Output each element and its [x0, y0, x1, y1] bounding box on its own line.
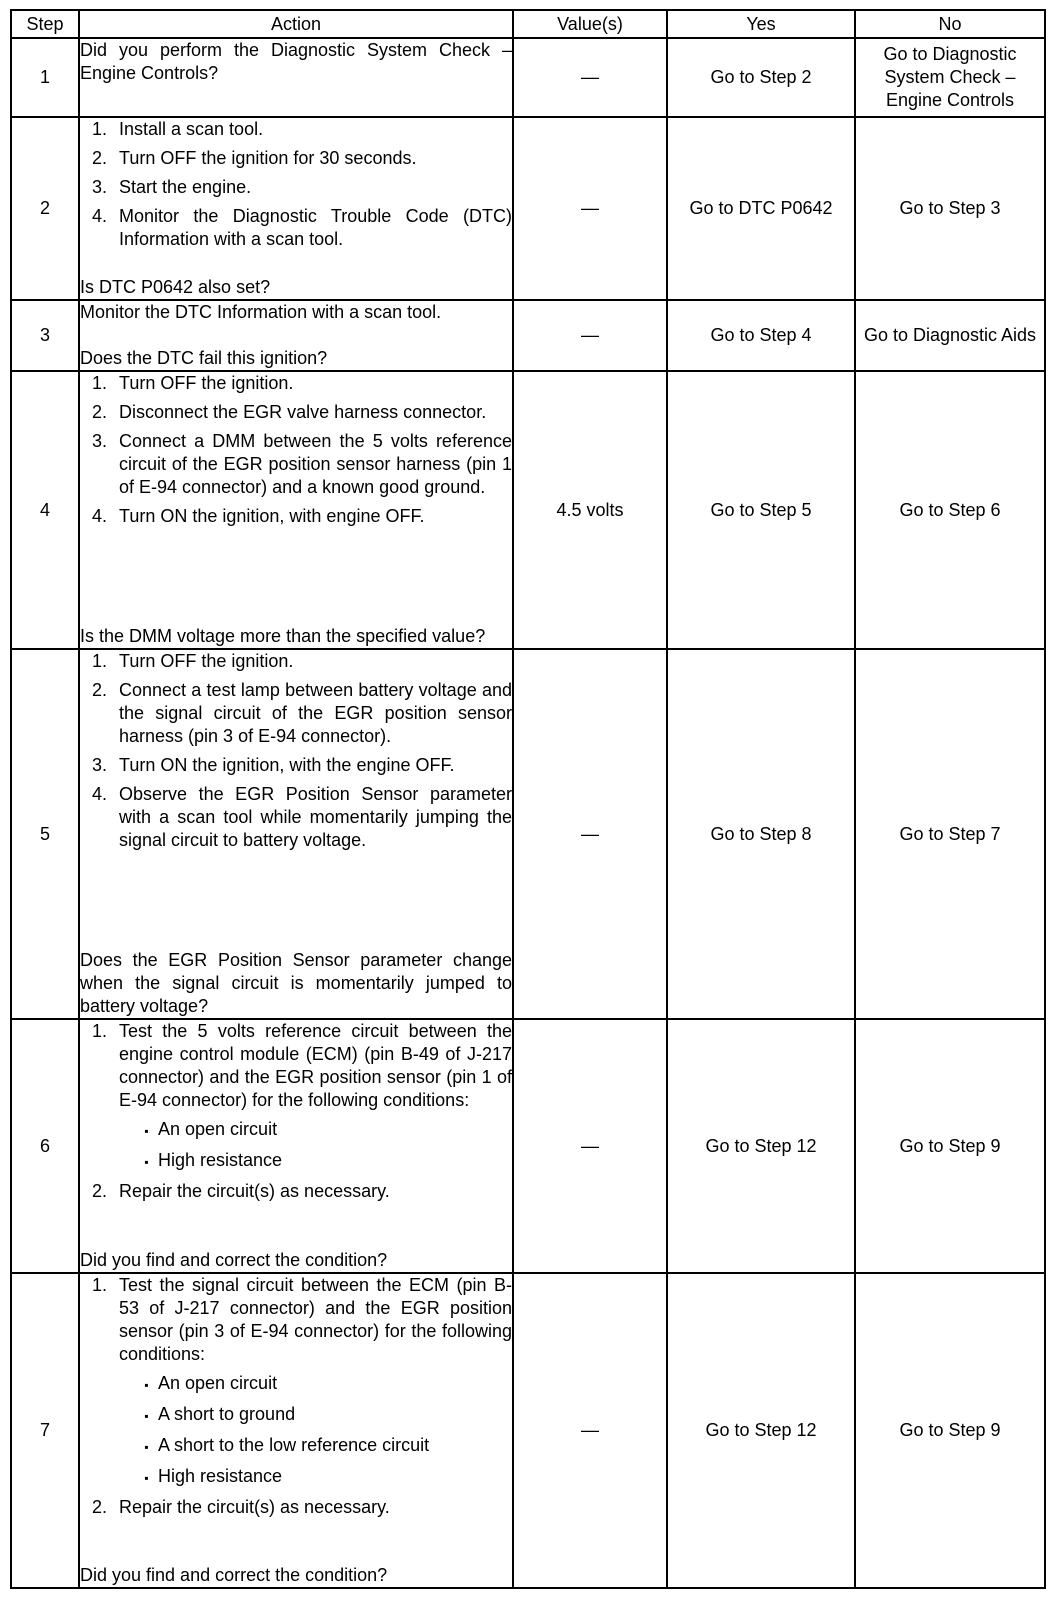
- action-step-text: Connect a DMM between the 5 volts reference circuit of the EGR position sensor harness (pin 1 of E-94 connector) and a known good ground.: [119, 431, 512, 497]
- action-step-text: Install a scan tool.: [119, 119, 264, 139]
- action-step-number: 1.: [91, 651, 107, 671]
- no-result: Go to Diagnostic Aids: [863, 325, 1037, 345]
- table-row: [11, 38, 1045, 117]
- step-number: 4: [11, 371, 79, 649]
- action-content: [80, 1020, 512, 1272]
- action-step-item: [80, 1274, 512, 1366]
- condition-bullet: [80, 1403, 512, 1428]
- value-cell: —: [513, 117, 667, 300]
- action-step-item: [80, 118, 512, 141]
- action-text: Did you perform the Diagnostic System Check – Engine Controls?: [80, 40, 512, 83]
- action-content: [80, 372, 512, 648]
- yes-cell: [667, 649, 855, 1019]
- action-step-number: 2.: [91, 402, 107, 422]
- action-step-text: Disconnect the EGR valve harness connector.: [119, 402, 487, 422]
- table-row: [11, 649, 1045, 1019]
- action-steps: [80, 650, 512, 858]
- no-result: Go to Step 6: [899, 499, 1001, 520]
- no-cell: [855, 649, 1045, 1019]
- no-cell: [855, 38, 1045, 117]
- action-step-number: 1.: [91, 1021, 107, 1041]
- no-cell: [855, 117, 1045, 300]
- action-question: Did you find and correct the condition?: [80, 1565, 388, 1585]
- action-step-item: [80, 1020, 512, 1112]
- action-step-text: Start the engine.: [119, 177, 252, 197]
- header-values: Value(s): [513, 10, 667, 38]
- yes-result: Go to Step 8: [710, 823, 812, 844]
- action-question: Did you find and correct the condition?: [80, 1250, 388, 1270]
- condition-bullet: [80, 1372, 512, 1397]
- step-number: 5: [11, 649, 79, 1019]
- table-row: [11, 371, 1045, 649]
- step-number: 2: [11, 117, 79, 300]
- action-step-number: 3.: [91, 177, 107, 197]
- bullet-icon: [135, 1118, 158, 1143]
- action-steps: [80, 39, 512, 91]
- action-step-number: 1.: [91, 1275, 107, 1295]
- action-cell: [79, 38, 513, 117]
- action-steps: [80, 372, 512, 534]
- header-step: Step: [11, 10, 79, 38]
- condition-bullet: [80, 1149, 512, 1174]
- action-step-item: [80, 205, 512, 251]
- action-step-item: [80, 505, 512, 528]
- no-cell: [855, 1273, 1045, 1588]
- action-step-item: [80, 783, 512, 852]
- table-row: [11, 300, 1045, 371]
- action-cell: [79, 649, 513, 1019]
- action-step-number: 2.: [91, 680, 107, 700]
- action-step-item: [80, 401, 512, 424]
- action-step-item: [80, 754, 512, 777]
- action-step-item: [80, 372, 512, 395]
- condition-text: A short to the low reference circuit: [158, 1435, 430, 1455]
- action-step-number: 1.: [91, 373, 107, 393]
- action-step-text: Repair the circuit(s) as necessary.: [119, 1497, 390, 1517]
- action-step-text: Test the 5 volts reference circuit between the engine control module (ECM) (pin B-49 of J-217 connector) and the EGR position sensor (pin 1 of E-94 connector) for the following conditions:: [119, 1021, 512, 1110]
- value-cell: —: [513, 649, 667, 1019]
- action-step-item: [80, 176, 512, 199]
- spacer: [80, 534, 512, 615]
- action-step-number: 4.: [91, 784, 107, 804]
- action-step-item: [80, 147, 512, 170]
- action-steps: [80, 1020, 512, 1209]
- condition-bullet: [80, 1465, 512, 1490]
- header-row: [11, 10, 1045, 38]
- action-step-text: Turn ON the ignition, with engine OFF.: [119, 506, 425, 526]
- condition-text: High resistance: [158, 1466, 283, 1486]
- bullet-icon: [135, 1149, 158, 1174]
- action-content: [80, 650, 512, 1018]
- action-step-text: Observe the EGR Position Sensor parameter with a scan tool while momentarily jumping the signal circuit to battery voltage.: [119, 784, 512, 850]
- action-step-item: [80, 679, 512, 748]
- spacer: [80, 1209, 512, 1239]
- action-content: [80, 1274, 512, 1587]
- action-step-item: [80, 650, 512, 673]
- yes-cell: [667, 1019, 855, 1273]
- action-text: Monitor the DTC Information with a scan tool.: [80, 302, 442, 322]
- action-question: Is the DMM voltage more than the specified value?: [80, 626, 486, 646]
- bullet-icon: [135, 1465, 158, 1490]
- diagnostic-table: [10, 9, 1046, 1589]
- yes-cell: [667, 117, 855, 300]
- condition-text: A short to ground: [158, 1404, 296, 1424]
- action-step-text: Turn OFF the ignition.: [119, 651, 294, 671]
- table-row: [11, 117, 1045, 300]
- action-step-item: [80, 1496, 512, 1519]
- action-step-number: 2.: [91, 1181, 107, 1201]
- header-action: Action: [79, 10, 513, 38]
- yes-result: Go to Step 12: [705, 1135, 817, 1156]
- table-row: [11, 1019, 1045, 1273]
- value-cell: —: [513, 38, 667, 117]
- action-question: Does the EGR Position Sensor parameter change when the signal circuit is momentarily jumped to battery voltage?: [80, 950, 512, 1016]
- yes-cell: [667, 300, 855, 371]
- action-cell: [79, 117, 513, 300]
- step-number: 6: [11, 1019, 79, 1273]
- yes-result: Go to Step 12: [705, 1420, 817, 1440]
- header-yes: Yes: [667, 10, 855, 38]
- action-step-number: 4.: [91, 206, 107, 226]
- action-cell: [79, 300, 513, 371]
- action-steps: [80, 301, 512, 330]
- bullet-icon: [135, 1403, 158, 1428]
- action-step-text: Monitor the Diagnostic Trouble Code (DTC) Information with a scan tool.: [119, 206, 512, 249]
- action-step-number: 4.: [91, 506, 107, 526]
- yes-result: Go to Step 5: [710, 499, 812, 520]
- action-step-text: Turn OFF the ignition for 30 seconds.: [119, 148, 417, 168]
- value-cell: —: [513, 1273, 667, 1588]
- bullet-icon: [135, 1372, 158, 1397]
- condition-text: High resistance: [158, 1150, 283, 1170]
- action-step-item: [80, 430, 512, 499]
- no-result: Go to Step 7: [899, 823, 1001, 844]
- condition-bullet: [80, 1434, 512, 1459]
- condition-text: An open circuit: [158, 1373, 278, 1393]
- action-step-text: Turn ON the ignition, with the engine OFF.: [119, 755, 455, 775]
- spacer: [80, 858, 512, 939]
- value-cell: 4.5 volts: [513, 371, 667, 649]
- action-step-number: 3.: [91, 755, 107, 775]
- table-body: [11, 38, 1045, 1588]
- value-cell: —: [513, 300, 667, 371]
- yes-result: Go to Step 4: [710, 325, 812, 345]
- action-step-text: Repair the circuit(s) as necessary.: [119, 1181, 390, 1201]
- no-cell: [855, 371, 1045, 649]
- spacer: [80, 1525, 512, 1554]
- no-cell: [855, 300, 1045, 371]
- yes-cell: [667, 371, 855, 649]
- spacer: [80, 257, 512, 266]
- action-question: Does the DTC fail this ignition?: [80, 348, 328, 368]
- action-content: [80, 39, 512, 116]
- action-step-text: Turn OFF the ignition.: [119, 373, 294, 393]
- no-result: Go to Diagnostic System Check – Engine Controls: [883, 44, 1017, 110]
- action-step-text: Connect a test lamp between battery voltage and the signal circuit of the EGR position sensor harness (pin 3 of E-94 connector).: [119, 680, 512, 746]
- yes-cell: [667, 1273, 855, 1588]
- step-number: 1: [11, 38, 79, 117]
- step-number: 3: [11, 300, 79, 371]
- spacer: [80, 330, 512, 337]
- table-row: [11, 1273, 1045, 1588]
- action-step-text: Test the signal circuit between the ECM (pin B-53 of J-217 connector) and the EGR position sensor (pin 3 of E-94 connector) for the following conditions:: [119, 1275, 512, 1364]
- action-step-number: 2.: [91, 1497, 107, 1517]
- action-content: [80, 301, 512, 370]
- step-number: 7: [11, 1273, 79, 1588]
- condition-text: An open circuit: [158, 1119, 278, 1139]
- yes-result: Go to Step 2: [710, 67, 812, 87]
- yes-cell: [667, 38, 855, 117]
- action-step-number: 3.: [91, 431, 107, 451]
- action-step-item: [80, 1180, 512, 1203]
- bullet-icon: [135, 1434, 158, 1459]
- action-step-number: 1.: [91, 119, 107, 139]
- no-result: Go to Step 9: [899, 1135, 1001, 1156]
- no-result: Go to Step 3: [899, 198, 1001, 218]
- action-step-number: 2.: [91, 148, 107, 168]
- header-no: No: [855, 10, 1045, 38]
- action-content: [80, 118, 512, 299]
- condition-bullet: [80, 1118, 512, 1143]
- action-cell: [79, 371, 513, 649]
- action-cell: [79, 1273, 513, 1588]
- value-cell: —: [513, 1019, 667, 1273]
- yes-result: Go to DTC P0642: [689, 198, 833, 218]
- no-cell: [855, 1019, 1045, 1273]
- action-cell: [79, 1019, 513, 1273]
- action-steps: [80, 118, 512, 257]
- action-steps: [80, 1274, 512, 1525]
- no-result: Go to Step 9: [899, 1420, 1001, 1440]
- action-question: Is DTC P0642 also set?: [80, 277, 271, 297]
